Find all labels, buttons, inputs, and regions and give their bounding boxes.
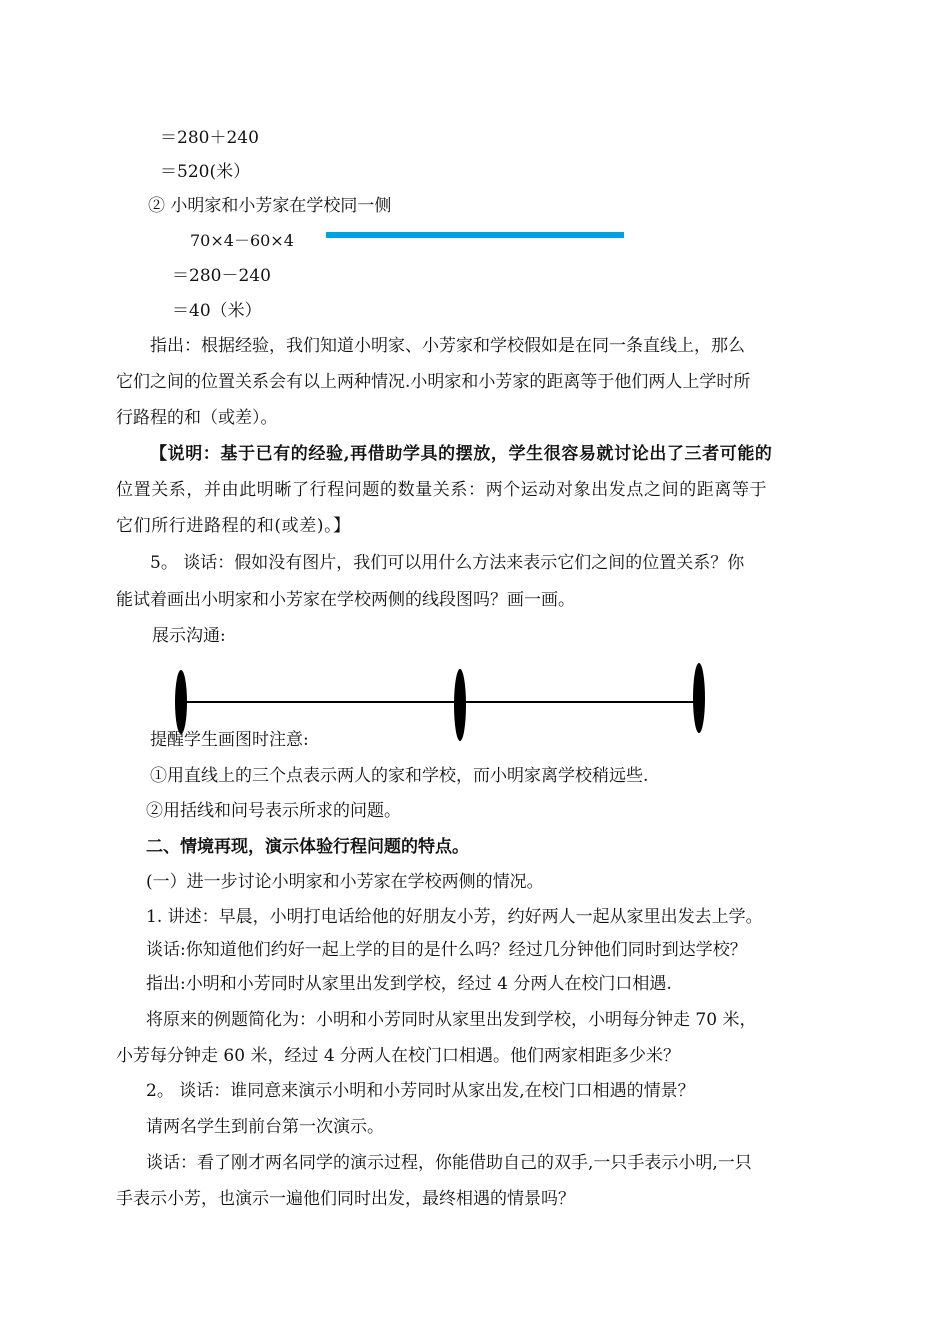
list-item: ②用括线和问号表示所求的问题。 — [146, 801, 401, 821]
paragraph-line: 指出：根据经验，我们知道小明家、小芳家和学校假如是在同一条直线上，那么 — [150, 336, 745, 356]
paragraph-line: 行路程的和（或差）。 — [116, 408, 278, 428]
point-school — [454, 669, 466, 741]
question-line: 能试着画出小明家和小芳家在学校两侧的线段图吗？画一画。 — [116, 590, 575, 610]
paragraph-line: 谈话：看了刚才两名同学的演示过程，你能借助自己的双手,一只手表示小明,一只 — [146, 1153, 752, 1173]
equation-line: ＝280－240 — [172, 266, 271, 286]
equation-line: 70×4－60×4 — [190, 231, 294, 250]
equation-line: ＝520(米） — [160, 162, 251, 182]
paragraph-line: 谈话:你知道他们约好一起上学的目的是什么吗？经过几分钟他们同时到达学校？ — [146, 940, 747, 960]
question-line: 5。 谈话：假如没有图片，我们可以用什么方法来表示它们之间的位置关系？你 — [150, 553, 745, 573]
subsection-heading: (一）进一步讨论小明家和小芳家在学校两侧的情况。 — [146, 872, 544, 892]
note-line: 【说明：基于已有的经验,再借助学具的摆放，学生很容易就讨论出了三者可能的 — [150, 444, 773, 464]
point-xiaoming-home — [175, 670, 187, 734]
section-heading: 二、情境再现，演示体验行程问题的特点。 — [146, 837, 469, 857]
paragraph-line: 指出:小明和小芳同时从家里出发到学校，经过 4 分两人在校门口相遇. — [146, 974, 672, 994]
point-xiaofang-home — [693, 663, 705, 733]
equation-line: ＝280＋240 — [160, 128, 259, 148]
paragraph-line: 将原来的例题简化为：小明和小芳同时从家里出发到学校，小明每分钟走 70 米， — [146, 1010, 757, 1030]
paragraph-line: 1. 讲述：早晨，小明打电话给他的好朋友小芳，约好两人一起从家里出发去上学。 — [146, 907, 763, 927]
case-heading: ② 小明家和小芳家在学校同一侧 — [148, 196, 392, 216]
note-line: 它们所行进路程的和(或差)。】 — [116, 516, 351, 536]
paragraph-line: 小芳每分钟走 60 米，经过 4 分两人在校门口相遇。他们两家相距多少米？ — [116, 1046, 681, 1066]
highlight-bar — [326, 232, 624, 238]
list-item: ①用直线上的三个点表示两人的家和学校，而小明家离学校稍远些. — [150, 766, 649, 786]
paragraph-line: 2。 谈话：谁同意来演示小明和小芳同时从家出发,在校门口相遇的情景？ — [146, 1081, 695, 1101]
paragraph-line: 请两名学生到前台第一次演示。 — [146, 1117, 384, 1137]
label-line: 展示沟通: — [152, 626, 226, 646]
note-line: 位置关系，并由此明晰了行程问题的数量关系：两个运动对象出发点之间的距离等于 — [116, 480, 768, 500]
equation-line: ＝40（米） — [172, 301, 262, 321]
label-line: 提醒学生画图时注意: — [150, 730, 309, 750]
paragraph-line: 它们之间的位置关系会有以上两种情况.小明家和小芳家的距离等于他们两人上学时所 — [116, 372, 751, 392]
paragraph-line: 手表示小芳，也演示一遍他们同时出发，最终相遇的情景吗？ — [116, 1189, 575, 1209]
